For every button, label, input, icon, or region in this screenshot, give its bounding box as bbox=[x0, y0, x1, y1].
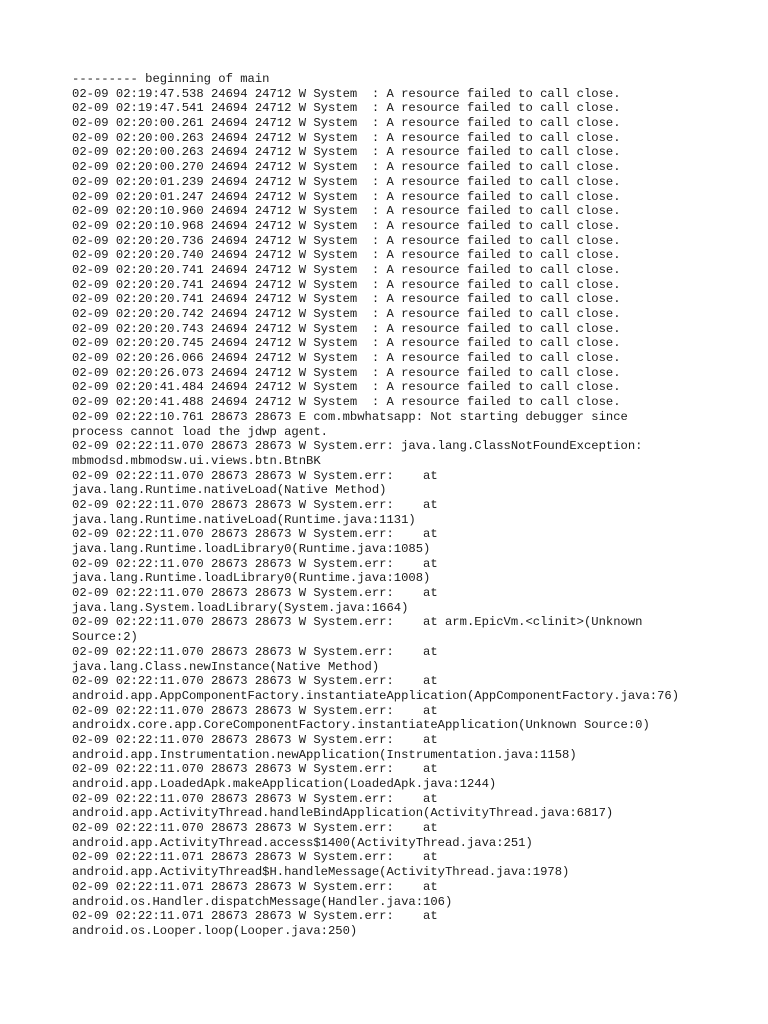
log-line: 02-09 02:22:11.070 28673 28673 W System.err: at bbox=[72, 527, 438, 542]
log-line: 02-09 02:20:00.263 24694 24712 W System : A resource failed to call close. bbox=[72, 145, 621, 160]
log-line: 02-09 02:20:00.263 24694 24712 W System : A resource failed to call close. bbox=[72, 130, 621, 145]
log-line: android.os.Handler.dispatchMessage(Handler.java:106) bbox=[72, 894, 453, 909]
log-line: 02-09 02:22:11.070 28673 28673 W System.err: java.lang.ClassNotFoundException: bbox=[72, 439, 643, 454]
log-line: 02-09 02:20:20.741 24694 24712 W System : A resource failed to call close. bbox=[72, 262, 621, 277]
log-line: java.lang.System.loadLibrary(System.java:1664) bbox=[72, 600, 409, 615]
log-line: 02-09 02:20:41.484 24694 24712 W System : A resource failed to call close. bbox=[72, 380, 621, 395]
log-line: 02-09 02:19:47.538 24694 24712 W System : A resource failed to call close. bbox=[72, 86, 621, 101]
log-page bbox=[72, 72, 752, 952]
log-line: 02-09 02:22:11.070 28673 28673 W System.err: at bbox=[72, 497, 438, 512]
log-line: 02-09 02:20:20.740 24694 24712 W System : A resource failed to call close. bbox=[72, 248, 621, 263]
log-line: 02-09 02:20:01.247 24694 24712 W System : A resource failed to call close. bbox=[72, 189, 621, 204]
log-line: process cannot load the jdwp agent. bbox=[72, 424, 328, 439]
log-line: 02-09 02:20:20.743 24694 24712 W System : A resource failed to call close. bbox=[72, 321, 621, 336]
log-line: 02-09 02:20:41.488 24694 24712 W System : A resource failed to call close. bbox=[72, 395, 621, 410]
log-line: android.app.ActivityThread.access$1400(ActivityThread.java:251) bbox=[72, 835, 533, 850]
log-line: 02-09 02:20:26.073 24694 24712 W System : A resource failed to call close. bbox=[72, 365, 621, 380]
log-line: java.lang.Runtime.loadLibrary0(Runtime.java:1008) bbox=[72, 571, 431, 586]
log-line: java.lang.Class.newInstance(Native Method) bbox=[72, 659, 380, 674]
log-line: 02-09 02:20:10.968 24694 24712 W System : A resource failed to call close. bbox=[72, 218, 621, 233]
log-line: android.app.ActivityThread.handleBindApplication(ActivityThread.java:6817) bbox=[72, 806, 614, 821]
log-line: mbmodsd.mbmodsw.ui.views.btn.BtnBK bbox=[72, 453, 321, 468]
log-line: 02-09 02:20:26.066 24694 24712 W System : A resource failed to call close. bbox=[72, 351, 621, 366]
log-line: 02-09 02:22:10.761 28673 28673 E com.mbwhatsapp: Not starting debugger since bbox=[72, 409, 628, 424]
log-line: 02-09 02:22:11.070 28673 28673 W System.err: at bbox=[72, 703, 438, 718]
log-line: 02-09 02:22:11.070 28673 28673 W System.err: at bbox=[72, 762, 438, 777]
log-line: 02-09 02:20:20.736 24694 24712 W System : A resource failed to call close. bbox=[72, 233, 621, 248]
log-line: 02-09 02:22:11.070 28673 28673 W System.err: at bbox=[72, 556, 438, 571]
log-line: android.app.LoadedApk.makeApplication(LoadedApk.java:1244) bbox=[72, 777, 497, 791]
log-line: 02-09 02:22:11.070 28673 28673 W System.err: at bbox=[72, 644, 438, 659]
log-line: android.app.ActivityThread$H.handleMessage(ActivityThread.java:1978) bbox=[72, 865, 570, 880]
log-line: 02-09 02:20:20.745 24694 24712 W System : A resource failed to call close. bbox=[72, 336, 621, 351]
log-line: 02-09 02:22:11.070 28673 28673 W System.err: at bbox=[72, 674, 438, 689]
log-line: android.app.AppComponentFactory.instantiateApplication(AppComponentFactory.java:76) bbox=[72, 688, 680, 703]
log-line: 02-09 02:20:20.741 24694 24712 W System : A resource failed to call close. bbox=[72, 292, 621, 307]
log-line: android.app.Instrumentation.newApplication(Instrumentation.java:1158) bbox=[72, 747, 577, 762]
log-line: 02-09 02:20:00.270 24694 24712 W System : A resource failed to call close. bbox=[72, 160, 621, 175]
log-line: 02-09 02:20:20.741 24694 24712 W System : A resource failed to call close. bbox=[72, 277, 621, 292]
log-line: 02-09 02:20:20.742 24694 24712 W System : A resource failed to call close. bbox=[72, 307, 621, 321]
log-line: 02-09 02:22:11.070 28673 28673 W System.err: at bbox=[72, 821, 438, 836]
log-line: 02-09 02:22:11.071 28673 28673 W System.err: at bbox=[72, 879, 438, 894]
log-line: 02-09 02:22:11.070 28673 28673 W System.err: at bbox=[72, 468, 438, 483]
log-line: java.lang.Runtime.loadLibrary0(Runtime.java:1085) bbox=[72, 542, 431, 556]
log-line: --------- beginning of main bbox=[72, 72, 270, 86]
log-line: java.lang.Runtime.nativeLoad(Runtime.java:1131) bbox=[72, 512, 416, 527]
log-line: Source:2) bbox=[72, 630, 138, 645]
log-line: androidx.core.app.CoreComponentFactory.instantiateApplication(Unknown Source:0) bbox=[72, 718, 650, 733]
log-line: android.os.Looper.loop(Looper.java:250) bbox=[72, 923, 358, 938]
log-line: 02-09 02:22:11.071 28673 28673 W System.err: at bbox=[72, 850, 438, 865]
log-line: 02-09 02:20:10.960 24694 24712 W System : A resource failed to call close. bbox=[72, 204, 621, 219]
log-line: java.lang.Runtime.nativeLoad(Native Method) bbox=[72, 483, 387, 498]
log-line: 02-09 02:20:00.261 24694 24712 W System : A resource failed to call close. bbox=[72, 116, 621, 131]
log-line: 02-09 02:19:47.541 24694 24712 W System : A resource failed to call close. bbox=[72, 101, 621, 116]
log-line: 02-09 02:20:01.239 24694 24712 W System : A resource failed to call close. bbox=[72, 174, 621, 189]
log-text-block bbox=[72, 72, 752, 939]
log-line: 02-09 02:22:11.070 28673 28673 W System.err: at bbox=[72, 732, 438, 747]
log-line: 02-09 02:22:11.070 28673 28673 W System.err: at arm.EpicVm.<clinit>(Unknown bbox=[72, 615, 643, 630]
log-line: 02-09 02:22:11.070 28673 28673 W System.err: at bbox=[72, 791, 438, 806]
log-line: 02-09 02:22:11.071 28673 28673 W System.err: at bbox=[72, 909, 438, 924]
log-line: 02-09 02:22:11.070 28673 28673 W System.err: at bbox=[72, 586, 438, 601]
